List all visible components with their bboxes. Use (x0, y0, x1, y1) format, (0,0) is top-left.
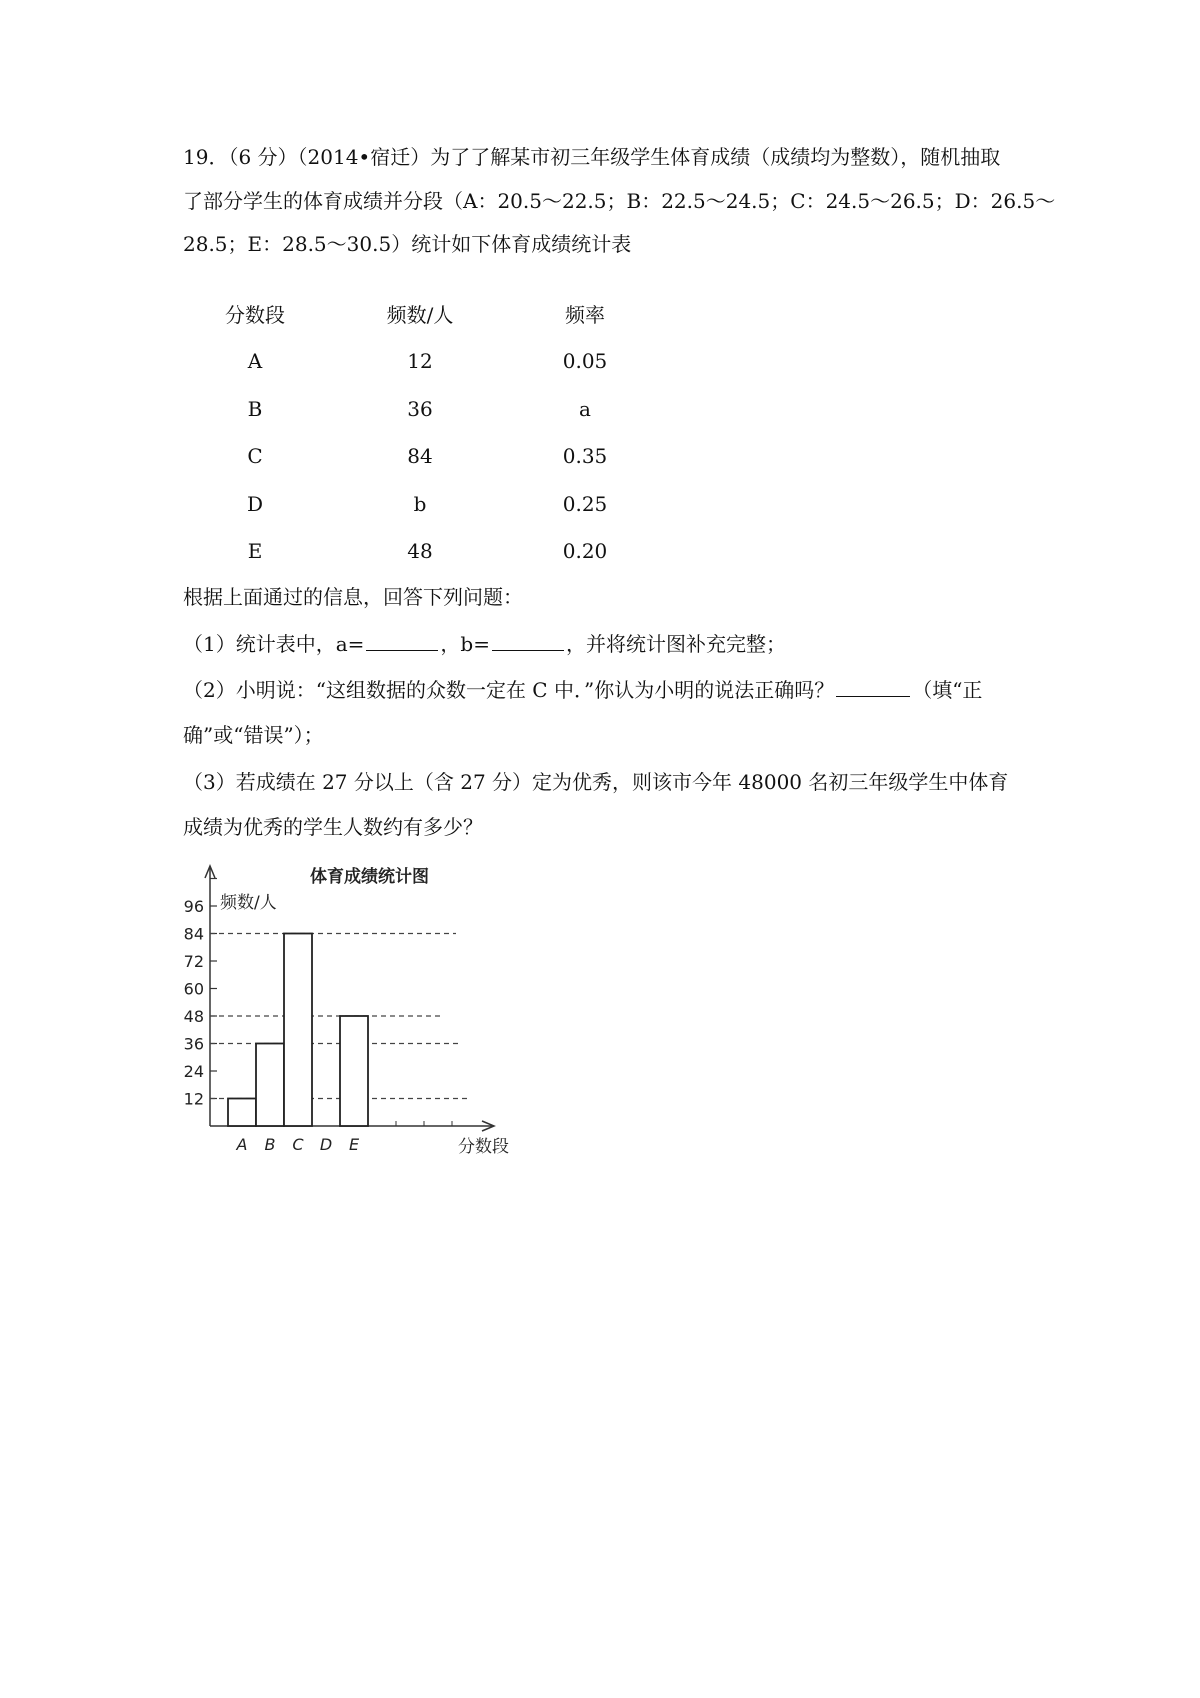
table-cell: b (413, 491, 427, 516)
table-cell: A (247, 349, 263, 374)
table-cell: 48 (407, 539, 433, 564)
part-2-text: （填“正 (912, 678, 983, 702)
part-2 (183, 675, 1023, 705)
table-header-cell: 分数段 (225, 303, 285, 328)
bar (256, 1044, 284, 1127)
table-header-cell: 频数/人 (386, 303, 454, 328)
part-2-text: （2）小明说：“这组数据的众数一定在 C 中．”你认为小明的说法正确吗？ (183, 678, 835, 702)
y-tick-label: 12 (183, 1089, 204, 1109)
y-tick-label: 60 (183, 979, 204, 999)
table-cell: E (247, 539, 263, 564)
part-3-line-2: 成绩为优秀的学生人数约有多少？ (183, 815, 483, 839)
table-cell: 0.20 (562, 539, 608, 564)
prompt-line: 根据上面通过的信息，回答下列问题： (183, 585, 523, 609)
table-cell: 36 (407, 396, 433, 421)
stats-table (215, 290, 625, 575)
part-1-text: （1）统计表中，a= (183, 632, 365, 656)
question-line-1: 19．（6 分）（2014•宿迁）为了了解某市初三年级学生体育成绩（成绩均为整数），随机抽取 (183, 145, 1001, 169)
part-1-text: ，b= (440, 632, 490, 656)
histogram-chart (180, 860, 580, 1260)
table-cell: C (247, 444, 263, 469)
x-axis-label: 分数段 (458, 1137, 509, 1157)
table-cell: 12 (407, 349, 433, 374)
answer-blank-a[interactable] (366, 632, 438, 651)
y-tick-label: 36 (183, 1034, 204, 1054)
table-cell: 0.25 (562, 491, 608, 516)
answer-blank-judgement[interactable] (836, 678, 910, 697)
y-tick-label: 48 (183, 1007, 204, 1026)
bar (284, 934, 312, 1127)
table-cell: D (246, 491, 264, 516)
question-line-3: 28.5；E：28.5～30.5）统计如下体育成绩统计表 (183, 232, 632, 256)
answer-blank-b[interactable] (492, 632, 564, 651)
table-row (215, 385, 625, 433)
chart-title: 体育成绩统计图 (310, 867, 429, 887)
x-tick-label: D (319, 1135, 333, 1154)
table-row (215, 433, 625, 481)
table-header-cell: 频率 (565, 303, 605, 328)
y-tick-label: 72 (183, 952, 204, 971)
table-row (215, 528, 625, 576)
bar (228, 1099, 256, 1127)
y-axis-label: 频数/人 (220, 893, 277, 913)
part-1 (183, 629, 1023, 659)
table-row (215, 338, 625, 386)
x-tick-label: A (236, 1135, 248, 1154)
part-3-line-1: （3）若成绩在 27 分以上（含 27 分）定为优秀，则该市今年 48000 名初三年级学生中体育 (183, 770, 1009, 794)
table-cell: a (579, 396, 591, 421)
table-header-row (215, 290, 625, 338)
table-cell: 84 (407, 444, 433, 469)
table-cell: 0.35 (562, 444, 608, 469)
question-line-2: 了部分学生的体育成绩并分段（A：20.5～22.5；B：22.5～24.5；C：24.5～26.5；D：26.5～ (183, 189, 1056, 213)
part-2-line-2: 确”或“错误”）； (183, 723, 324, 747)
bar (340, 1016, 368, 1126)
table-row (215, 480, 625, 528)
x-tick-label: E (348, 1135, 360, 1154)
y-tick-label: 96 (183, 897, 204, 916)
table-cell: 0.05 (562, 349, 608, 374)
x-tick-label: C (292, 1135, 304, 1154)
y-tick-label: 84 (183, 924, 204, 944)
part-1-text: ，并将统计图补充完整； (565, 632, 786, 656)
x-tick-label: B (264, 1135, 276, 1154)
table-cell: B (247, 396, 263, 421)
y-tick-label: 24 (183, 1062, 204, 1081)
